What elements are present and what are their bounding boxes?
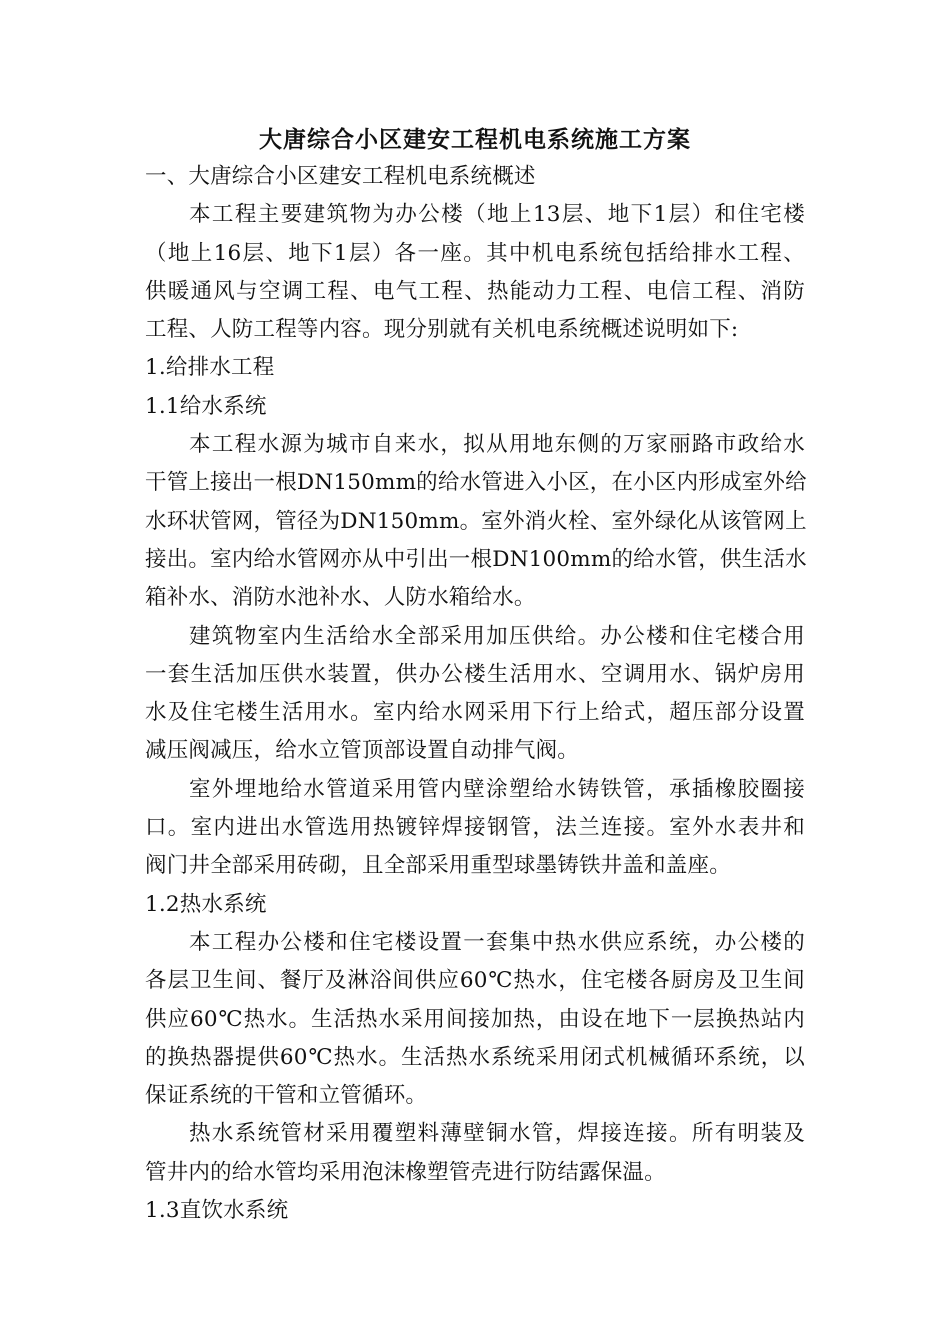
paragraph-line: 口。室内进出水管选用热镀锌焊接钢管，法兰连接。室外水表井和	[145, 815, 805, 841]
subsection-heading: 1.3直饮水系统	[145, 1198, 289, 1224]
document-title: 大唐综合小区建安工程机电系统施工方案	[259, 126, 691, 153]
paragraph-line: 保证系统的干管和立管循环。	[145, 1083, 428, 1109]
paragraph-line: 阀门井全部采用砖砌，且全部采用重型球墨铸铁井盖和盖座。	[145, 853, 731, 879]
paragraph-line: 本工程办公楼和住宅楼设置一套集中热水供应系统，办公楼的	[189, 929, 805, 955]
paragraph-line: 管井内的给水管均采用泡沫橡塑管壳进行防结露保温。	[145, 1159, 666, 1185]
paragraph-line: 工程、人防工程等内容。现分别就有关机电系统概述说明如下:	[145, 317, 739, 343]
paragraph-line: 的换热器提供60℃热水。生活热水系统采用闭式机械循环系统，以	[145, 1044, 805, 1070]
paragraph-line: 建筑物室内生活给水全部采用加压供给。办公楼和住宅楼合用	[189, 623, 805, 649]
paragraph-line: （地上16层、地下1层）各一座。其中机电系统包括给排水工程、	[145, 240, 805, 266]
paragraph-line: 室外埋地给水管道采用管内壁涂塑给水铸铁管，承插橡胶圈接	[189, 776, 805, 802]
section-heading: 一、大唐综合小区建安工程机电系统概述	[145, 164, 536, 189]
paragraph-line: 减压阀减压，给水立管顶部设置自动排气阀。	[145, 738, 580, 764]
paragraph-line: 水环状管网，管径为DN150mm。室外消火栓、室外绿化从该管网上	[145, 508, 807, 534]
paragraph-line: 本工程水源为城市自来水，拟从用地东侧的万家丽路市政给水	[189, 432, 805, 458]
paragraph-line: 热水系统管材采用覆塑料薄壁铜水管，焊接连接。所有明装及	[189, 1121, 805, 1147]
subsection-heading: 1.2热水系统	[145, 891, 267, 917]
paragraph-line: 各层卫生间、餐厅及淋浴间供应60℃热水，住宅楼各厨房及卫生间	[145, 968, 805, 994]
paragraph-line: 接出。室内给水管网亦从中引出一根DN100mm的给水管，供生活水	[145, 546, 807, 572]
paragraph-line: 供应60℃热水。生活热水采用间接加热，由设在地下一层换热站内	[145, 1006, 805, 1032]
paragraph-line: 本工程主要建筑物为办公楼（地上13层、地下1层）和住宅楼	[189, 202, 805, 228]
section-heading: 1.给排水工程	[145, 355, 275, 381]
paragraph-line: 干管上接出一根DN150mm的给水管进入小区，在小区内形成室外给	[145, 470, 807, 496]
subsection-heading: 1.1给水系统	[145, 393, 267, 419]
paragraph-line: 水及住宅楼生活用水。室内给水网采用下行上给式，超压部分设置	[145, 700, 805, 726]
paragraph-line: 一套生活加压供水装置，供办公楼生活用水、空调用水、锅炉房用	[145, 661, 805, 687]
document-body	[145, 158, 805, 1230]
paragraph-line: 供暖通风与空调工程、电气工程、热能动力工程、电信工程、消防	[145, 278, 805, 304]
paragraph-line: 箱补水、消防水池补水、人防水箱给水。	[145, 585, 536, 611]
